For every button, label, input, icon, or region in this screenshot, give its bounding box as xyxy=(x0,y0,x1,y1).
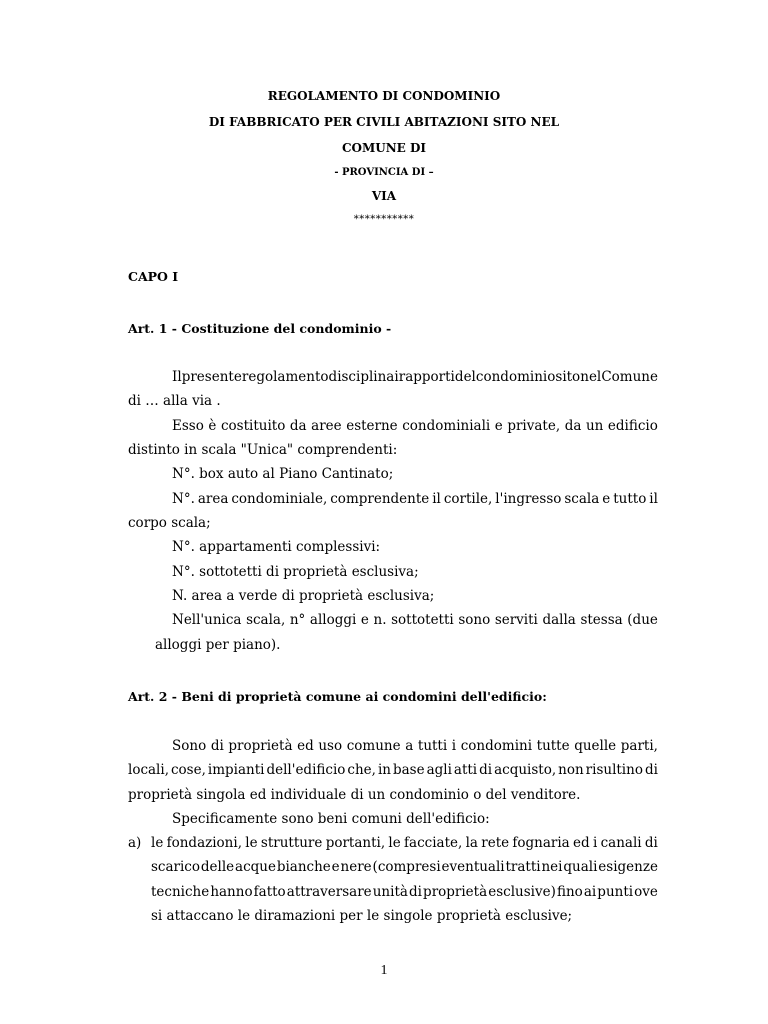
word: rete xyxy=(481,835,510,851)
art2-list-item-line xyxy=(151,884,658,900)
word: aree xyxy=(311,418,342,434)
word: fatto xyxy=(253,884,286,900)
word: tutto xyxy=(613,491,647,507)
word: edificio xyxy=(607,418,658,434)
word: a xyxy=(405,738,414,754)
art1-paragraph-line xyxy=(172,418,658,434)
word: scala xyxy=(564,491,600,507)
word: regolamento xyxy=(241,369,329,385)
word: tutte xyxy=(536,738,570,754)
word: il xyxy=(432,491,441,507)
word: presente xyxy=(181,369,242,385)
word: in xyxy=(377,762,391,778)
word: attraversare xyxy=(286,884,372,900)
word: impianti xyxy=(207,762,265,778)
word: serviti xyxy=(494,612,538,628)
word: esigenze xyxy=(598,859,658,875)
word: le xyxy=(151,835,164,851)
art1-list-item: corpo scala; xyxy=(128,515,211,531)
word: cose, xyxy=(170,762,206,778)
word: le xyxy=(245,835,258,851)
word: ed xyxy=(573,835,590,851)
word: strutture xyxy=(260,835,323,851)
word: Comune xyxy=(601,369,658,385)
word: è xyxy=(208,418,217,434)
word: non xyxy=(558,762,584,778)
art1-paragraph-line xyxy=(172,612,658,628)
word: dalla xyxy=(542,612,576,628)
word: le xyxy=(388,835,401,851)
art1-paragraph-line: di … alla via . xyxy=(128,393,221,409)
word: unità xyxy=(372,884,408,900)
word: tutti xyxy=(417,738,448,754)
word: sito xyxy=(555,369,581,385)
word: Sono xyxy=(172,738,207,754)
word: i xyxy=(592,835,598,851)
word: nere xyxy=(340,859,372,875)
art1-heading: Art. 1 - Costituzione del condominio - xyxy=(128,321,392,336)
word: condomini xyxy=(460,738,533,754)
word: ed xyxy=(297,738,314,754)
word: comprendente xyxy=(330,491,430,507)
word: scala, xyxy=(246,612,286,628)
art2-paragraph-line xyxy=(172,738,658,754)
word: il xyxy=(649,491,658,507)
art1-list-item: N°. appartamenti complessivi: xyxy=(172,539,381,555)
word: costituito xyxy=(220,418,286,434)
word: area xyxy=(197,491,229,507)
word: che, xyxy=(347,762,376,778)
word: di xyxy=(644,835,658,851)
word: stessa xyxy=(580,612,623,628)
page-number: 1 xyxy=(380,963,388,978)
word: sottotetti xyxy=(391,612,454,628)
word: parti, xyxy=(620,738,658,754)
word: Nell'unica xyxy=(172,612,242,628)
word: sono xyxy=(458,612,491,628)
art1-list-item: N. area a verde di proprietà esclusiva; xyxy=(172,588,435,604)
art2-paragraph-line: proprietà singola ed individuale di un condominio o del venditore. xyxy=(128,787,581,803)
word: ai xyxy=(583,884,597,900)
word: tratti xyxy=(505,859,541,875)
word: di xyxy=(210,738,224,754)
via-line: VIA xyxy=(371,189,397,203)
word: Il xyxy=(172,369,182,385)
art1-list-item: N°. sottotetti di proprietà esclusiva; xyxy=(172,564,419,580)
word: canali xyxy=(600,835,642,851)
word: i xyxy=(394,369,399,385)
capo-heading: CAPO I xyxy=(128,269,179,284)
word: N°. xyxy=(172,491,195,507)
word: i xyxy=(451,738,457,754)
word: comune xyxy=(346,738,401,754)
word: fognaria xyxy=(512,835,570,851)
art1-list-item: N°. box auto al Piano Cantinato; xyxy=(172,466,394,482)
separator-stars: *********** xyxy=(353,214,415,225)
word: facciate, xyxy=(404,835,463,851)
art1-paragraph-line: alloggi per piano). xyxy=(155,637,281,653)
provincia-line: - PROVINCIA DI – xyxy=(334,167,434,178)
word: nel xyxy=(580,369,602,385)
word: quali xyxy=(563,859,598,875)
word: nei xyxy=(541,859,563,875)
word: fino xyxy=(556,884,583,900)
word: condominio xyxy=(475,369,556,385)
word: quelle xyxy=(574,738,617,754)
word: hanno xyxy=(210,884,253,900)
word: eventuali xyxy=(441,859,505,875)
word: proprietà xyxy=(228,738,293,754)
word: n° xyxy=(289,612,306,628)
word: rapporti xyxy=(398,369,455,385)
art2-heading: Art. 2 - Beni di proprietà comune ai condomini dell'edificio: xyxy=(128,689,547,704)
word: di xyxy=(479,762,493,778)
word: alloggi xyxy=(309,612,357,628)
word: e xyxy=(494,418,503,434)
word: e xyxy=(602,491,611,507)
word: proprietà xyxy=(423,884,488,900)
word: base xyxy=(392,762,425,778)
word: esterne xyxy=(346,418,398,434)
word: cortile, xyxy=(443,491,493,507)
word: esclusive) xyxy=(488,884,556,900)
word: acque xyxy=(235,859,276,875)
word: Esso xyxy=(172,418,204,434)
word: condominiali xyxy=(402,418,491,434)
word: l'ingresso xyxy=(495,491,562,507)
word: dell'edificio xyxy=(266,762,346,778)
art2-paragraph-line xyxy=(128,762,658,778)
word: portanti, xyxy=(325,835,386,851)
word: scarico xyxy=(151,859,200,875)
document-subtitle: DI FABBRICATO PER CIVILI ABITAZIONI SITO NEL xyxy=(208,115,560,129)
art1-paragraph-line xyxy=(172,369,658,385)
word: atti xyxy=(453,762,478,778)
word: disciplina xyxy=(328,369,395,385)
comune-line: COMUNE DI xyxy=(341,141,427,155)
word: da xyxy=(289,418,307,434)
word: (due xyxy=(627,612,658,628)
word: risultino xyxy=(585,762,643,778)
art1-list-item xyxy=(172,491,658,507)
word: e xyxy=(331,859,340,875)
word: n. xyxy=(373,612,387,628)
word: di xyxy=(644,762,658,778)
art2-list-item-line: si attaccano le diramazioni per le singole proprietà esclusive; xyxy=(151,908,573,924)
word: delle xyxy=(200,859,235,875)
word: punti xyxy=(597,884,634,900)
word: uso xyxy=(318,738,343,754)
word: tecniche xyxy=(151,884,210,900)
document-title: REGOLAMENTO DI CONDOMINIO xyxy=(267,89,501,103)
word: condominiale, xyxy=(231,491,328,507)
word: di xyxy=(409,884,422,900)
art2-paragraph-line: Specificamente sono beni comuni dell'edificio: xyxy=(172,811,490,827)
word: ove xyxy=(634,884,658,900)
word: fondazioni, xyxy=(166,835,242,851)
art2-list-item-line xyxy=(151,859,658,875)
word: locali, xyxy=(128,762,169,778)
word: del xyxy=(454,369,476,385)
word: agli xyxy=(426,762,452,778)
word: un xyxy=(585,418,604,434)
word: la xyxy=(465,835,478,851)
word: (compresi xyxy=(372,859,441,875)
word: e xyxy=(360,612,369,628)
art1-paragraph-line: distinto in scala "Unica" comprendenti: xyxy=(128,442,398,458)
word: private, xyxy=(507,418,561,434)
word: da xyxy=(564,418,582,434)
list-marker-a: a) xyxy=(128,835,142,851)
word: acquisto, xyxy=(494,762,557,778)
word: bianche xyxy=(276,859,331,875)
art2-list-item-line xyxy=(151,835,658,851)
